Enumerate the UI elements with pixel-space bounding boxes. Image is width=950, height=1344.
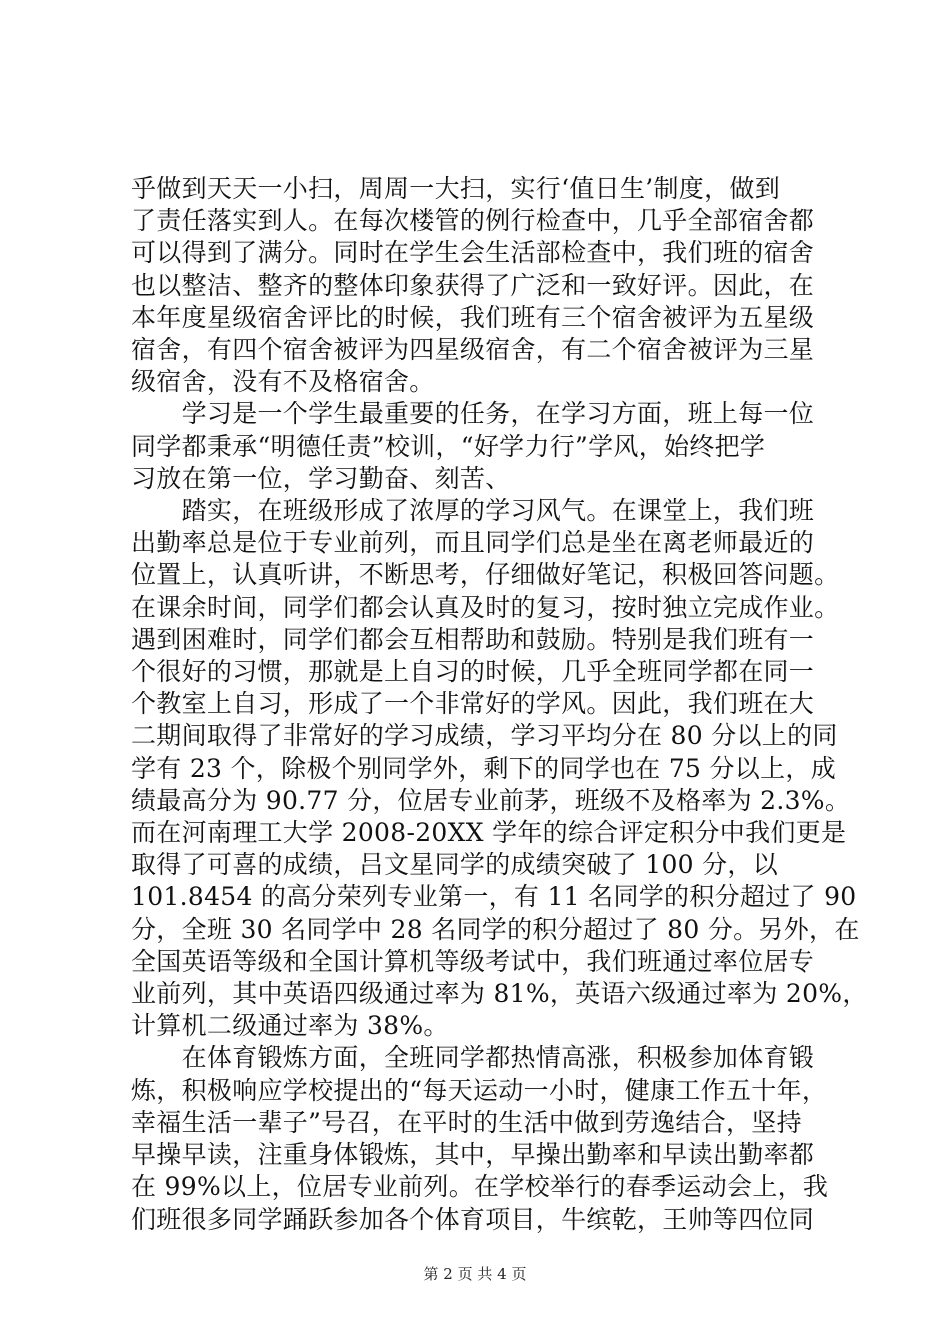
- text-line: 可以得到了满分。同时在学生会生活部检查中，我们班的宿舍: [131, 238, 815, 268]
- text-line: 了责任落实到人。在每次楼管的例行检查中，几乎全部宿舍都: [131, 206, 815, 236]
- text-line: 遇到困难时，同学们都会互相帮助和鼓励。特别是我们班有一: [131, 624, 815, 654]
- text-line: 学习是一个学生最重要的任务，在学习方面，班上每一位: [131, 399, 815, 429]
- text-line: 位置上，认真听讲，不断思考，仔细做好笔记，积极回答问题。: [131, 560, 840, 590]
- page-number: 第 2 页 共 4 页: [423, 1265, 527, 1283]
- text-line: 计算机二级通过率为 38%。: [131, 1011, 449, 1041]
- text-line: 101.8454 的高分荣列专业第一，有 11 名同学的积分超过了 90: [131, 882, 857, 912]
- text-line: 二期间取得了非常好的学习成绩，学习平均分在 80 分以上的同: [131, 721, 838, 751]
- text-line: 在体育锻炼方面，全班同学都热情高涨，积极参加体育锻: [131, 1043, 815, 1073]
- text-line: 们班很多同学踊跃参加各个体育项目，牛缤乾，王帅等四位同: [131, 1204, 815, 1234]
- text-line: 本年度星级宿舍评比的时候，我们班有三个宿舍被评为五星级: [131, 302, 815, 332]
- text-line: 踏实，在班级形成了浓厚的学习风气。在课堂上，我们班: [131, 496, 815, 526]
- body-text: [131, 173, 868, 1236]
- text-line: 早操早读，注重身体锻炼，其中，早操出勤率和早读出勤率都: [131, 1140, 815, 1170]
- text-line: 乎做到天天一小扫，周周一大扫，实行‘值日生’制度，做到: [131, 174, 780, 203]
- text-line: 在 99%以上，位居专业前列。在学校举行的春季运动会上，我: [131, 1172, 829, 1202]
- text-line: 取得了可喜的成绩，吕文星同学的成绩突破了 100 分，以: [131, 850, 779, 880]
- text-line: 宿舍，有四个宿舍被评为四星级宿舍，有二个宿舍被评为三星: [131, 335, 815, 365]
- text-line: 全国英语等级和全国计算机等级考试中，我们班通过率位居专: [131, 946, 815, 976]
- text-line: 分，全班 30 名同学中 28 名同学的积分超过了 80 分。另外，在: [131, 914, 860, 944]
- text-line: 个教室上自习，形成了一个非常好的学风。因此，我们班在大: [131, 689, 815, 719]
- text-line: 在课余时间，同学们都会认真及时的复习，按时独立完成作业。: [131, 592, 840, 622]
- text-line: 而在河南理工大学 2008-20XX 学年的综合评定积分中我们更是: [131, 818, 847, 848]
- text-line: 炼，积极响应学校提出的“每天运动一小时，健康工作五十年，: [131, 1075, 828, 1105]
- text-line: 级宿舍，没有不及格宿舍。: [131, 367, 435, 397]
- text-line: 也以整洁、整齐的整体印象获得了广泛和一致好评。因此，在: [131, 270, 815, 300]
- text-line: 学有 23 个，除极个别同学外，剩下的同学也在 75 分以上，成: [131, 753, 837, 783]
- text-line: 幸福生活一辈子”号召，在平时的生活中做到劳逸结合，坚持: [131, 1107, 802, 1137]
- text-line: 个很好的习惯，那就是上自习的时候，几乎全班同学都在同一: [131, 657, 815, 687]
- text-line: 业前列，其中英语四级通过率为 81%，英语六级通过率为 20%，: [131, 979, 868, 1009]
- text-line: 习放在第一位，学习勤奋、刻苦、: [131, 463, 511, 493]
- text-line: 绩最高分为 90.77 分，位居专业前茅，班级不及格率为 2.3%。: [131, 785, 851, 815]
- text-line: 出勤率总是位于专业前列，而且同学们总是坐在离老师最近的: [131, 528, 815, 558]
- page-footer: [0, 1263, 950, 1284]
- text-line: 同学都秉承“明德任责”校训，“好学力行”学风，始终把学: [131, 431, 766, 461]
